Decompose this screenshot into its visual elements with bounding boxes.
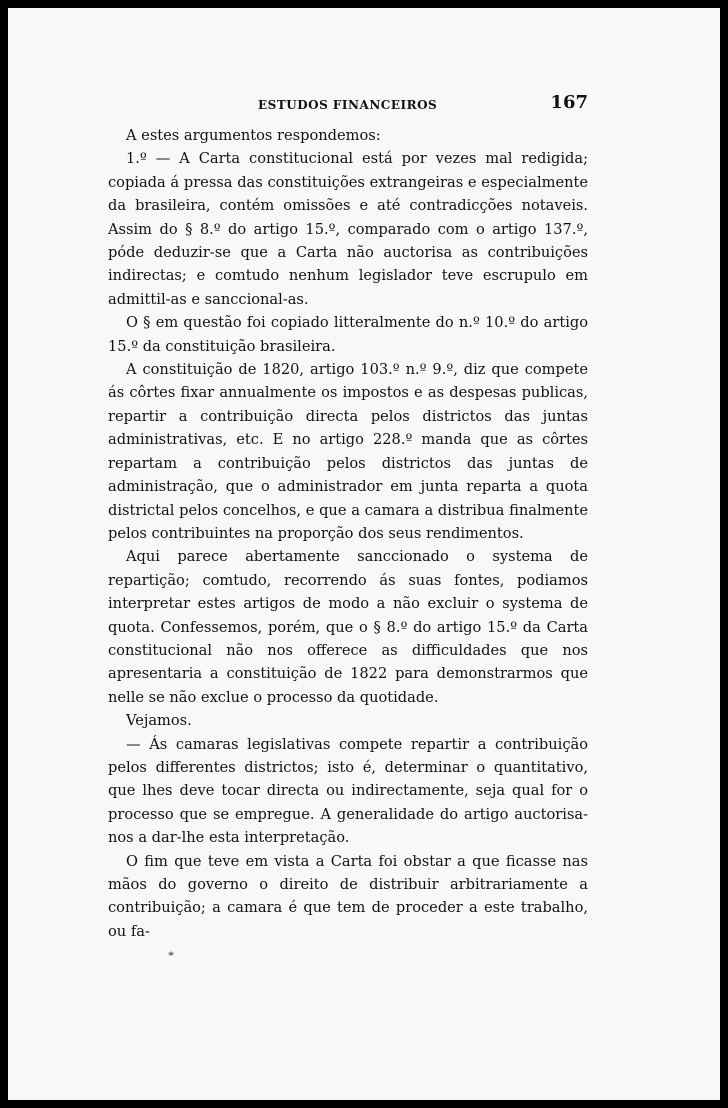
signature-mark: * bbox=[168, 948, 174, 962]
running-title: ESTUDOS FINANCEIROS bbox=[258, 98, 438, 112]
page-number: 167 bbox=[550, 92, 588, 113]
text-block bbox=[108, 88, 588, 943]
paragraph-copied-section: O § em questão foi copiado litteralmente do n.º 10.º do artigo 15.º da constituição brasileira. bbox=[108, 314, 588, 355]
paragraph-vejamos: Vejamos. bbox=[126, 712, 192, 730]
paragraph-repartition: Aqui parece abertamente sanccionado o systema de repartição; comtudo, recorrendo ás suas fontes, podiamos interpretar estes artigos de modo a não excluir o systema de quota. Confessemos, porém, que o § 8.º do artigo 15.º da Carta constitucional não nos offerece as difficuldades que nos apresentaria a constituição de 1822 para demonstrarmos que nelle se não exclue o processo da quotidade. bbox=[108, 548, 588, 706]
paragraph-point-1: 1.º — A Carta constitucional está por vezes mal redigida; copiada á pressa das constituições extrangeiras e especialmente da brasileira, contém omissões e até contradicções notaveis. Assim do § 8.º do artigo 15.º, comparado com o artigo 137.º, póde deduzir-se que a Carta não auctorisa as contribuições indirectas; e comtudo nenhum legislador teve escrupulo em admittil-as e sanccional-as. bbox=[108, 150, 588, 308]
paragraph-intro: A estes argumentos respondemos: bbox=[126, 127, 381, 144]
paragraph-chambers: — Ás camaras legislativas compete repartir a contribuição pelos differentes districtos; isto é, determinar o quantitativo, que lhes deve tocar directa ou indirectamente, seja qual for o processo que se empregue. A generalidade do artigo auctorisa-nos a dar-lhe esta interpretação. bbox=[108, 735, 588, 847]
paragraph-purpose: O fim que teve em vista a Carta foi obstar a que ficasse nas mãos do governo o direito de distribuir arbitrariamente a contribuição; a camara é que tem de proceder a este trabalho, ou fa- bbox=[108, 852, 588, 940]
running-head bbox=[108, 88, 588, 112]
book-page bbox=[8, 8, 720, 1100]
paragraph-constitution-1820: A constituição de 1820, artigo 103.º n.º 9.º, diz que compete ás côrtes fixar annualmente os impostos e as despesas publicas, repartir a contribuição directa pelos districtos das juntas administrativas, etc. E no artigo 228.º manda que as côrtes repartam a contribuição pelos districtos das juntas de administração, que o administrador em junta reparta a quota districtal pelos concelhos, e que a camara a distribua finalmente pelos contribuintes na proporção dos seus rendimentos. bbox=[108, 361, 588, 542]
